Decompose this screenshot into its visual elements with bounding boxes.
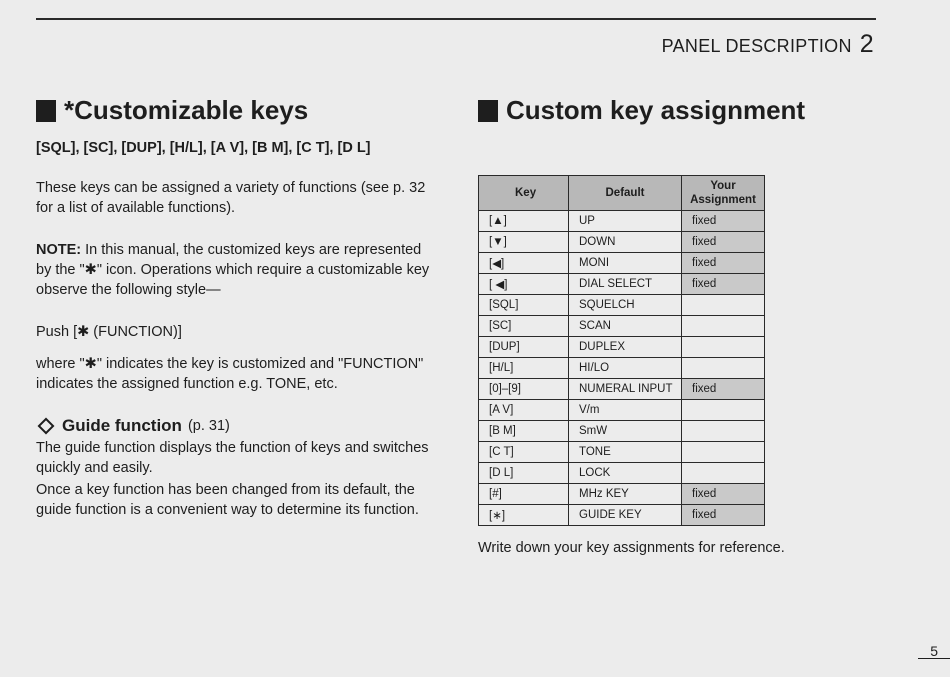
guide-page-ref: (p. 31) <box>187 418 230 434</box>
assignment-cell: fixed <box>682 505 765 526</box>
default-cell: DUPLEX <box>569 337 682 358</box>
key-cell: [D L] <box>479 463 569 484</box>
table-row <box>479 211 765 232</box>
default-cell: DOWN <box>569 232 682 253</box>
custom-key-assignment-heading <box>478 95 838 126</box>
table-row <box>479 421 765 442</box>
diamond-bullet-icon <box>38 418 55 435</box>
page-header <box>662 30 874 59</box>
key-cell: [DUP] <box>479 337 569 358</box>
key-assignment-table <box>478 175 765 526</box>
header-default: Default <box>569 176 682 211</box>
default-cell: SmW <box>569 421 682 442</box>
top-rule <box>36 18 876 20</box>
assignment-cell[interactable] <box>682 463 765 484</box>
table-row <box>479 316 765 337</box>
default-cell: GUIDE KEY <box>569 505 682 526</box>
default-cell: TONE <box>569 442 682 463</box>
key-cell: [∗] <box>479 505 569 526</box>
assignment-cell: fixed <box>682 232 765 253</box>
table-row <box>479 253 765 274</box>
header-your-assignment <box>682 176 765 211</box>
assignment-cell[interactable] <box>682 442 765 463</box>
section-title: PANEL DESCRIPTION <box>661 36 852 56</box>
table-row <box>479 232 765 253</box>
default-cell: NUMERAL INPUT <box>569 379 682 400</box>
table-row <box>479 442 765 463</box>
assignment-cell[interactable] <box>682 316 765 337</box>
table-row <box>479 358 765 379</box>
key-cell: [SQL] <box>479 295 569 316</box>
customizable-keys-section <box>36 95 438 542</box>
default-cell: SQUELCH <box>569 295 682 316</box>
header-your-line2: Assignment <box>690 194 756 206</box>
table-row <box>479 379 765 400</box>
assignment-cell[interactable] <box>682 400 765 421</box>
header-key: Key <box>479 176 569 211</box>
table-row <box>479 463 765 484</box>
key-list: [SQL], [SC], [DUP], [H/L], [A V], [B M], [C T], [D L] <box>36 140 371 156</box>
key-cell: [C T] <box>479 442 569 463</box>
page-number: 5 <box>930 643 938 659</box>
guide-function-heading <box>36 416 438 436</box>
key-cell: [ ◀] <box>479 274 569 295</box>
customizable-keys-heading <box>36 95 438 126</box>
key-cell: [A V] <box>479 400 569 421</box>
table-row <box>479 337 765 358</box>
key-cell: [◀] <box>479 253 569 274</box>
table-header-row <box>479 176 765 211</box>
assignment-cell[interactable] <box>682 337 765 358</box>
assignment-cell[interactable] <box>682 358 765 379</box>
table-row <box>479 400 765 421</box>
square-bullet-icon <box>478 100 498 122</box>
assignment-cell[interactable] <box>682 421 765 442</box>
guide-paragraph-1: The guide function displays the function of keys and switches quickly and easily. <box>36 440 429 476</box>
footer-note: Write down your key assignments for reference. <box>478 540 785 556</box>
key-cell: [#] <box>479 484 569 505</box>
default-cell: LOCK <box>569 463 682 484</box>
guide-paragraph-2: Once a key function has been changed from its default, the guide function is a convenient way to determine its function. <box>36 482 419 518</box>
assignment-cell: fixed <box>682 253 765 274</box>
heading-text: Custom key assignment <box>506 95 806 125</box>
table-row <box>479 274 765 295</box>
guide-title: Guide function <box>62 416 182 435</box>
intro-paragraph: These keys can be assigned a variety of functions (see p. 32 for a list of available functions). <box>36 180 426 216</box>
square-bullet-icon <box>36 100 56 122</box>
table-row <box>479 295 765 316</box>
header-your-line1: Your <box>710 180 736 192</box>
default-cell: MONI <box>569 253 682 274</box>
key-cell: [0]–[9] <box>479 379 569 400</box>
assignment-cell: fixed <box>682 484 765 505</box>
default-cell: SCAN <box>569 316 682 337</box>
default-cell: UP <box>569 211 682 232</box>
assignment-cell: fixed <box>682 211 765 232</box>
push-line: Push [✱ (FUNCTION)] <box>36 324 182 340</box>
where-paragraph: where "✱" indicates the key is customized and "FUNCTION" indicates the assigned function e.g. TONE, etc. <box>36 356 424 392</box>
default-cell: V/m <box>569 400 682 421</box>
default-cell: DIAL SELECT <box>569 274 682 295</box>
key-cell: [H/L] <box>479 358 569 379</box>
table-row <box>479 484 765 505</box>
key-cell: [▲] <box>479 211 569 232</box>
table-row <box>479 505 765 526</box>
assignment-cell[interactable] <box>682 295 765 316</box>
default-cell: MHz KEY <box>569 484 682 505</box>
key-cell: [SC] <box>479 316 569 337</box>
default-cell: HI/LO <box>569 358 682 379</box>
assignment-cell: fixed <box>682 274 765 295</box>
custom-key-assignment-section <box>478 95 838 556</box>
note-text: In this manual, the customized keys are represented by the "✱" icon. Operations which require a customizable key observe the following style— <box>36 242 430 298</box>
assignment-cell: fixed <box>682 379 765 400</box>
heading-text: *Customizable keys <box>64 95 309 125</box>
chapter-number: 2 <box>859 30 874 58</box>
key-cell: [▼] <box>479 232 569 253</box>
note-paragraph <box>36 240 438 300</box>
key-cell: [B M] <box>479 421 569 442</box>
note-label: NOTE: <box>36 242 82 258</box>
